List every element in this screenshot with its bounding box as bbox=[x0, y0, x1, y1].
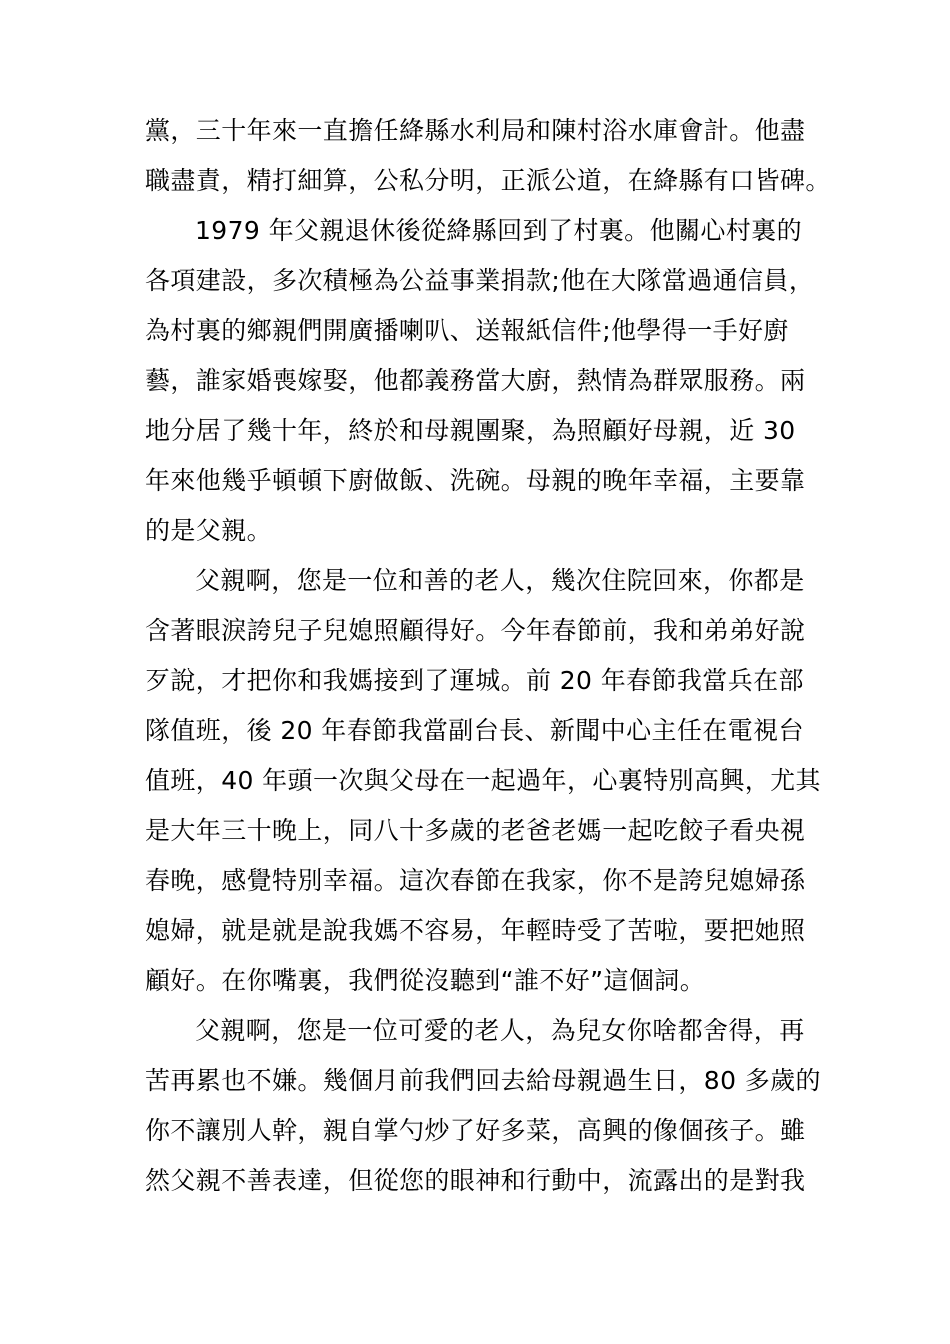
text-line: 職盡責，精打細算，公私分明，正派公道，在絳縣有口皆碑。 bbox=[145, 166, 831, 195]
text-line: 黨，三十年來一直擔任絳縣水利局和陳村浴水庫會計。他盡 bbox=[145, 116, 806, 145]
text-line: 你不讓別人幹，親自掌勺炒了好多菜，高興的像個孩子。雖 bbox=[145, 1116, 806, 1145]
text-line: 的是父親。 bbox=[145, 516, 273, 545]
text-line: 藝，誰家婚喪嫁娶，他都義務當大廚，熱情為群眾服務。兩 bbox=[145, 366, 806, 395]
text-line: 地分居了幾十年，終於和母親團聚，為照顧好母親，近 30 bbox=[145, 416, 796, 445]
text-line: 年來他幾乎頓頓下廚做飯、洗碗。母親的晚年幸福，主要靠 bbox=[145, 466, 806, 495]
text-line: 媳婦，就是就是說我媽不容易，年輕時受了苦啦，要把她照 bbox=[145, 916, 806, 945]
text-line: 為村裏的鄉親們開廣播喇叭、送報紙信件;他學得一手好廚 bbox=[145, 316, 789, 345]
text-line: 各項建設，多次積極為公益事業捐款;他在大隊當過通信員， bbox=[145, 266, 815, 295]
text-line: 1979 年父親退休後從絳縣回到了村裏。他關心村裏的 bbox=[195, 216, 802, 245]
text-line: 春晚，感覺特別幸福。這次春節在我家，你不是誇兒媳婦孫 bbox=[145, 866, 806, 895]
text-line: 父親啊，您是一位和善的老人，幾次住院回來，你都是 bbox=[195, 566, 805, 595]
text-line: 是大年三十晚上，同八十多歲的老爸老媽一起吃餃子看央視 bbox=[145, 816, 806, 845]
text-line: 顧好。在你嘴裏，我們從沒聽到“誰不好”這個詞。 bbox=[145, 966, 706, 995]
body-text bbox=[145, 106, 830, 1206]
text-line: 然父親不善表達，但從您的眼神和行動中，流露出的是對我 bbox=[145, 1166, 806, 1195]
text-line: 父親啊，您是一位可愛的老人，為兒女你啥都舍得，再 bbox=[195, 1016, 805, 1045]
text-line: 隊值班，後 20 年春節我當副台長、新聞中心主任在電視台 bbox=[145, 716, 804, 745]
text-line: 苦再累也不嫌。幾個月前我們回去給母親過生日，80 多歲的 bbox=[145, 1066, 821, 1095]
text-line: 含著眼淚誇兒子兒媳照顧得好。今年春節前，我和弟弟好說 bbox=[145, 616, 806, 645]
text-line: 歹說，才把你和我媽接到了運城。前 20 年春節我當兵在部 bbox=[145, 666, 804, 695]
text-line: 值班，40 年頭一次與父母在一起過年，心裏特別高興，尤其 bbox=[145, 766, 821, 795]
